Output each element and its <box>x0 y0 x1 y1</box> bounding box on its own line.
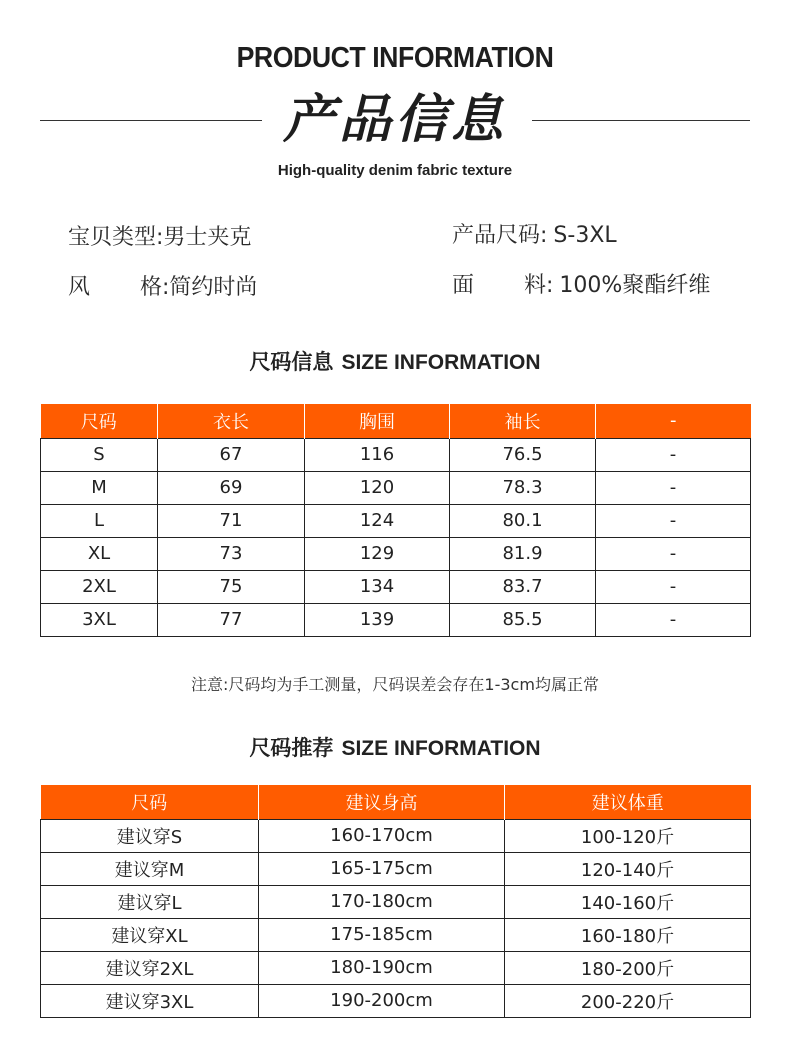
info-size <box>452 218 617 249</box>
recommend-table <box>40 785 751 1018</box>
table-cell: 71 <box>158 504 305 537</box>
table-cell: - <box>596 537 751 570</box>
table-cell: 81.9 <box>450 537 596 570</box>
table-cell: 200-220斤 <box>505 984 751 1017</box>
table-cell: 139 <box>305 603 450 636</box>
table-cell: 建议穿3XL <box>41 984 259 1017</box>
recommend-col-header: 建议体重 <box>505 785 751 819</box>
table-row <box>41 504 751 537</box>
table-cell: XL <box>41 537 158 570</box>
recommend-table-header <box>41 785 751 819</box>
table-cell: - <box>596 471 751 504</box>
table-cell: 建议穿L <box>41 885 259 918</box>
recommend-col-header: 建议身高 <box>259 785 505 819</box>
table-cell: 78.3 <box>450 471 596 504</box>
table-row <box>41 819 751 852</box>
table-cell: 165-175cm <box>259 852 505 885</box>
table-cell: 160-180斤 <box>505 918 751 951</box>
table-cell: 129 <box>305 537 450 570</box>
table-cell: 134 <box>305 570 450 603</box>
table-cell: M <box>41 471 158 504</box>
table-cell: 160-170cm <box>259 819 505 852</box>
table-cell: 83.7 <box>450 570 596 603</box>
table-cell: 77 <box>158 603 305 636</box>
recommend-section-title <box>0 732 790 762</box>
table-row <box>41 918 751 951</box>
recommend-section-title-zh: 尺码推荐 <box>249 736 334 760</box>
table-row <box>41 984 751 1017</box>
info-type-value: 男士夹克 <box>163 225 252 250</box>
table-cell: 180-200斤 <box>505 951 751 984</box>
table-cell: 170-180cm <box>259 885 505 918</box>
table-cell: 175-185cm <box>259 918 505 951</box>
size-section-title-zh: 尺码信息 <box>249 350 334 374</box>
table-row <box>41 570 751 603</box>
info-fabric-label-2: 料: <box>524 273 554 298</box>
info-fabric <box>452 268 710 299</box>
size-section-title-en: SIZE INFORMATION <box>341 351 541 374</box>
table-cell: 124 <box>305 504 450 537</box>
info-style <box>68 270 257 301</box>
table-cell: 73 <box>158 537 305 570</box>
size-col-header: - <box>596 404 751 438</box>
table-cell: 140-160斤 <box>505 885 751 918</box>
info-fabric-label-1: 面 <box>452 273 475 298</box>
size-table-header <box>41 404 751 438</box>
table-cell: 建议穿2XL <box>41 951 259 984</box>
title-en: PRODUCT INFORMATION <box>236 42 554 74</box>
table-row <box>41 951 751 984</box>
table-cell: 67 <box>158 438 305 471</box>
size-col-header: 胸围 <box>305 404 450 438</box>
info-style-value: 简约时尚 <box>169 275 258 300</box>
table-cell: 69 <box>158 471 305 504</box>
table-cell: 80.1 <box>450 504 596 537</box>
table-cell: 76.5 <box>450 438 596 471</box>
table-row <box>41 471 751 504</box>
table-row <box>41 852 751 885</box>
table-cell: - <box>596 438 751 471</box>
table-cell: 建议穿M <box>41 852 259 885</box>
subtitle: High-quality denim fabric texture <box>277 162 513 179</box>
table-cell: - <box>596 603 751 636</box>
table-cell: 75 <box>158 570 305 603</box>
info-type <box>68 220 251 251</box>
info-type-label: 宝贝类型: <box>68 225 164 250</box>
table-cell: 3XL <box>41 603 158 636</box>
table-cell: S <box>41 438 158 471</box>
title-divider-right <box>532 120 750 121</box>
table-row <box>41 603 751 636</box>
info-size-label: 产品尺码: <box>452 223 548 248</box>
recommend-col-header: 尺码 <box>41 785 259 819</box>
size-col-header: 衣长 <box>158 404 305 438</box>
table-row <box>41 537 751 570</box>
table-row <box>41 438 751 471</box>
recommend-section-title-en: SIZE INFORMATION <box>341 737 541 760</box>
size-section-title <box>0 346 790 376</box>
table-cell: 85.5 <box>450 603 596 636</box>
table-cell: 2XL <box>41 570 158 603</box>
table-cell: 建议穿S <box>41 819 259 852</box>
measurement-note: 注意:尺码均为手工测量，尺码误差会存在1-3cm均属正常 <box>191 675 599 694</box>
table-cell: 116 <box>305 438 450 471</box>
table-cell: 建议穿XL <box>41 918 259 951</box>
info-size-value: S-3XL <box>553 223 617 248</box>
table-cell: - <box>596 570 751 603</box>
info-style-label-1: 风 <box>68 275 91 300</box>
table-cell: - <box>596 504 751 537</box>
table-cell: 180-190cm <box>259 951 505 984</box>
table-cell: 120-140斤 <box>505 852 751 885</box>
title-zh: 产品信息 <box>282 90 507 150</box>
size-col-header: 袖长 <box>450 404 596 438</box>
size-table <box>40 404 751 637</box>
info-fabric-value: 100%聚酯纤维 <box>559 273 711 298</box>
table-cell: L <box>41 504 158 537</box>
size-col-header: 尺码 <box>41 404 158 438</box>
table-cell: 100-120斤 <box>505 819 751 852</box>
table-cell: 120 <box>305 471 450 504</box>
table-row <box>41 885 751 918</box>
info-style-label-2: 格: <box>140 275 170 300</box>
table-cell: 190-200cm <box>259 984 505 1017</box>
